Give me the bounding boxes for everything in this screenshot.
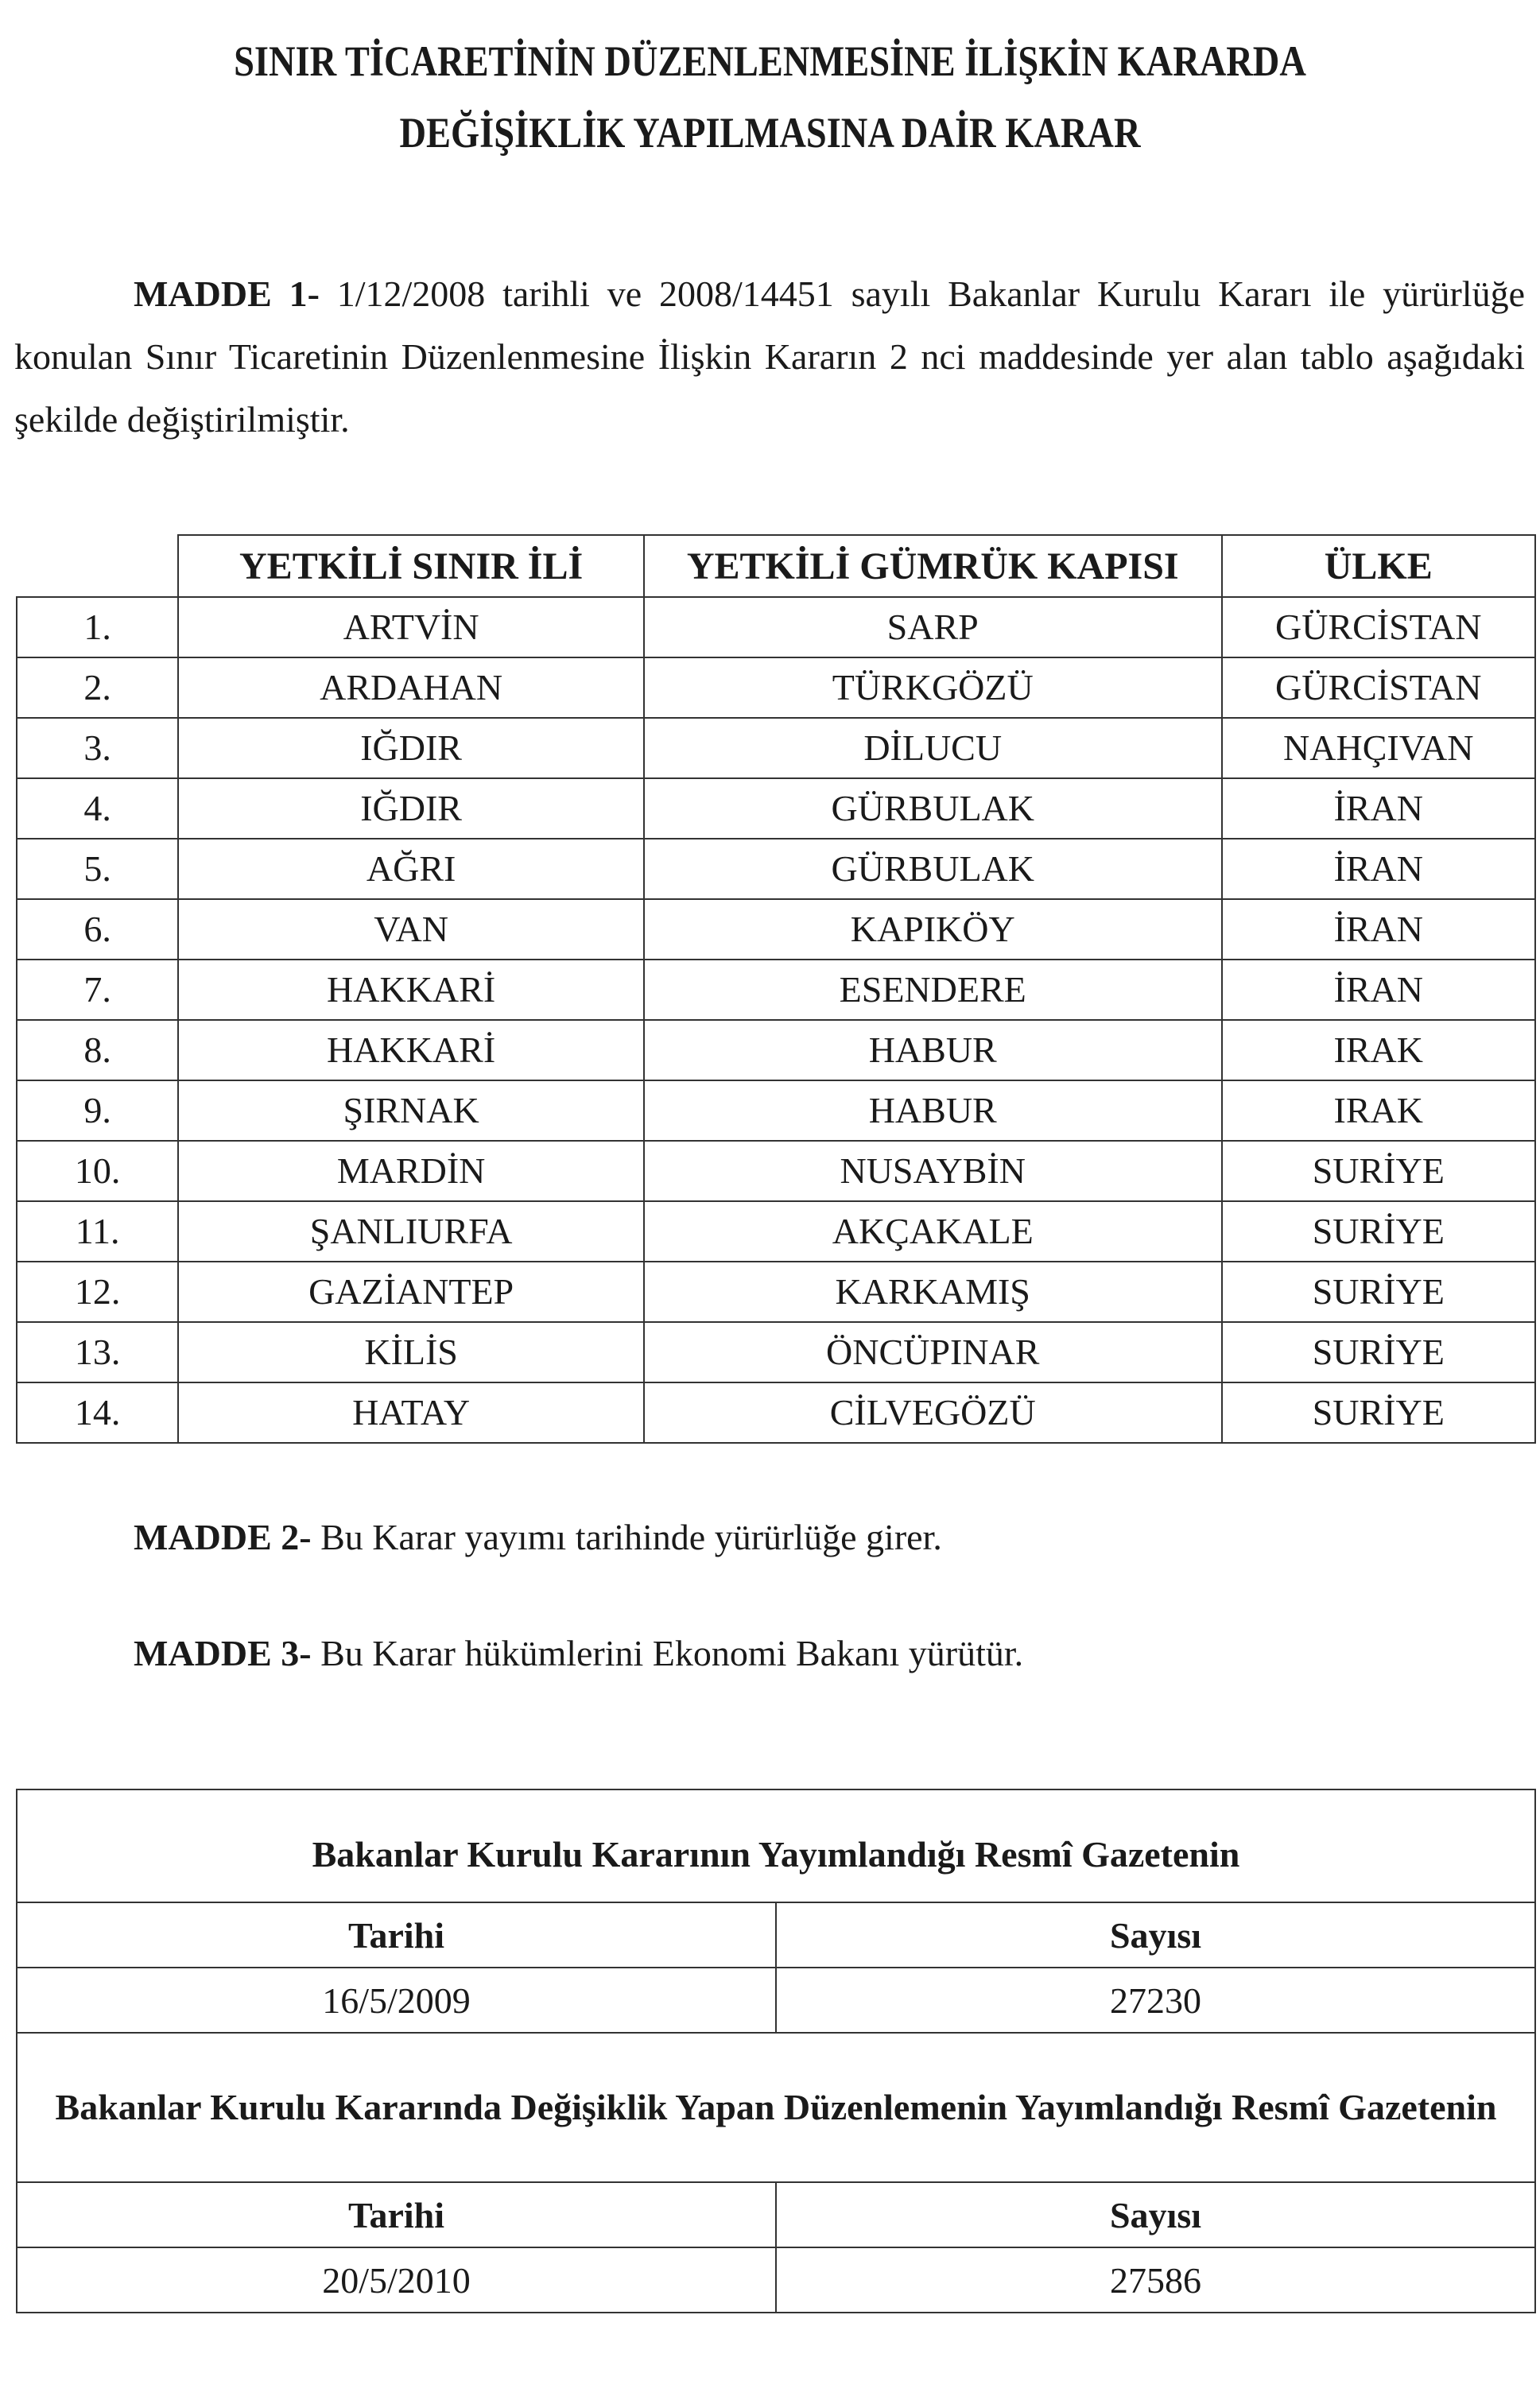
gazette-table <box>16 1789 1536 2313</box>
row-gate: GÜRBULAK <box>644 778 1222 839</box>
table-header-row <box>17 535 1535 597</box>
row-city: GAZİANTEP <box>178 1262 644 1322</box>
gazette-number-header-2: Sayısı <box>776 2182 1535 2247</box>
row-city: HAKKARİ <box>178 960 644 1020</box>
gazette-heading-row-2 <box>17 2033 1535 2182</box>
row-number: 13. <box>17 1322 178 1382</box>
table-row <box>17 960 1535 1020</box>
article-1-label: MADDE 1- <box>134 273 320 314</box>
header-country: ÜLKE <box>1222 535 1536 597</box>
table-row <box>17 778 1535 839</box>
table-row <box>17 1322 1535 1382</box>
table-body <box>17 597 1535 1443</box>
gazette-heading-2: Bakanlar Kurulu Kararında Değişiklik Yapan Düzenlemenin Yayımlandığı Resmî Gazetenin <box>17 2033 1535 2182</box>
row-country: IRAK <box>1222 1080 1536 1141</box>
row-gate: TÜRKGÖZÜ <box>644 657 1222 718</box>
row-gate: DİLUCU <box>644 718 1222 778</box>
header-gate: YETKİLİ GÜMRÜK KAPISI <box>644 535 1222 597</box>
row-country: İRAN <box>1222 778 1536 839</box>
row-city: HATAY <box>178 1382 644 1443</box>
table-row <box>17 1382 1535 1443</box>
table-row <box>17 839 1535 899</box>
row-city: HAKKARİ <box>178 1020 644 1080</box>
article-3-text: Bu Karar hükümlerini Ekonomi Bakanı yürütür. <box>311 1633 1024 1673</box>
row-country: SURİYE <box>1222 1141 1536 1201</box>
table-row <box>17 1201 1535 1262</box>
document-title-line-1: SINIR TİCARETİNİN DÜZENLENMESİNE İLİŞKİN KARARDA <box>234 37 1306 85</box>
gazette-number-2: 27586 <box>776 2247 1535 2313</box>
row-city: VAN <box>178 899 644 960</box>
row-country: SURİYE <box>1222 1262 1536 1322</box>
gazette-heading-1: Bakanlar Kurulu Kararının Yayımlandığı Resmî Gazetenin <box>17 1789 1535 1902</box>
row-country: GÜRCİSTAN <box>1222 597 1536 657</box>
row-number: 1. <box>17 597 178 657</box>
row-country: NAHÇIVAN <box>1222 718 1536 778</box>
row-city: ŞANLIURFA <box>178 1201 644 1262</box>
row-gate: HABUR <box>644 1080 1222 1141</box>
row-gate: KAPIKÖY <box>644 899 1222 960</box>
article-1 <box>14 262 1525 451</box>
table-row <box>17 899 1535 960</box>
article-3-label: MADDE 3- <box>134 1633 312 1673</box>
row-number: 2. <box>17 657 178 718</box>
row-number: 6. <box>17 899 178 960</box>
row-gate: SARP <box>644 597 1222 657</box>
row-number: 14. <box>17 1382 178 1443</box>
row-number: 9. <box>17 1080 178 1141</box>
row-gate: KARKAMIŞ <box>644 1262 1222 1322</box>
row-country: SURİYE <box>1222 1382 1536 1443</box>
row-city: KİLİS <box>178 1322 644 1382</box>
table-row <box>17 1262 1535 1322</box>
row-number: 11. <box>17 1201 178 1262</box>
gazette-value-row-2 <box>17 2247 1535 2313</box>
table-row <box>17 1020 1535 1080</box>
header-city: YETKİLİ SINIR İLİ <box>178 535 644 597</box>
row-number: 7. <box>17 960 178 1020</box>
row-city: AĞRI <box>178 839 644 899</box>
row-country: SURİYE <box>1222 1322 1536 1382</box>
article-2-text: Bu Karar yayımı tarihinde yürürlüğe girer. <box>311 1517 942 1557</box>
row-gate: HABUR <box>644 1020 1222 1080</box>
row-gate: GÜRBULAK <box>644 839 1222 899</box>
row-gate: ÖNCÜPINAR <box>644 1322 1222 1382</box>
row-city: ARDAHAN <box>178 657 644 718</box>
gazette-date-1: 16/5/2009 <box>17 1968 776 2033</box>
row-country: İRAN <box>1222 960 1536 1020</box>
row-number: 5. <box>17 839 178 899</box>
table-row <box>17 1141 1535 1201</box>
table-row <box>17 1080 1535 1141</box>
article-2 <box>134 1514 942 1561</box>
row-gate: AKÇAKALE <box>644 1201 1222 1262</box>
row-number: 12. <box>17 1262 178 1322</box>
row-number: 8. <box>17 1020 178 1080</box>
row-country: GÜRCİSTAN <box>1222 657 1536 718</box>
gazette-value-row-1 <box>17 1968 1535 2033</box>
article-2-label: MADDE 2- <box>134 1517 312 1557</box>
row-country: İRAN <box>1222 899 1536 960</box>
row-city: IĞDIR <box>178 718 644 778</box>
document-title-line-2: DEĞİŞİKLİK YAPILMASINA DAİR KARAR <box>399 109 1141 157</box>
row-gate: CİLVEGÖZÜ <box>644 1382 1222 1443</box>
gazette-subheader-row-2 <box>17 2182 1535 2247</box>
row-country: İRAN <box>1222 839 1536 899</box>
row-city: MARDİN <box>178 1141 644 1201</box>
row-country: IRAK <box>1222 1020 1536 1080</box>
gazette-subheader-row-1 <box>17 1902 1535 1968</box>
gazette-heading-row-1 <box>17 1789 1535 1902</box>
row-number: 4. <box>17 778 178 839</box>
gazette-date-header-2: Tarihi <box>17 2182 776 2247</box>
header-blank-cell <box>17 535 178 597</box>
table-row <box>17 718 1535 778</box>
row-city: ARTVİN <box>178 597 644 657</box>
row-country: SURİYE <box>1222 1201 1536 1262</box>
gazette-number-header-1: Sayısı <box>776 1902 1535 1968</box>
row-city: ŞIRNAK <box>178 1080 644 1141</box>
row-gate: ESENDERE <box>644 960 1222 1020</box>
row-number: 10. <box>17 1141 178 1201</box>
gazette-date-header-1: Tarihi <box>17 1902 776 1968</box>
border-trade-table <box>16 534 1536 1444</box>
gazette-date-2: 20/5/2010 <box>17 2247 776 2313</box>
row-city: IĞDIR <box>178 778 644 839</box>
table-row <box>17 597 1535 657</box>
table-row <box>17 657 1535 718</box>
row-gate: NUSAYBİN <box>644 1141 1222 1201</box>
gazette-number-1: 27230 <box>776 1968 1535 2033</box>
row-number: 3. <box>17 718 178 778</box>
article-1-text: 1/12/2008 tarihli ve 2008/14451 sayılı Bakanlar Kurulu Kararı ile yürürlüğe konulan Sınır Ticaretinin Düzenlenmesine İlişkin Kararın 2 nci maddesinde yer alan tablo aşağıdaki şekilde değiştirilmiştir. <box>14 273 1526 440</box>
article-3 <box>134 1630 1023 1677</box>
